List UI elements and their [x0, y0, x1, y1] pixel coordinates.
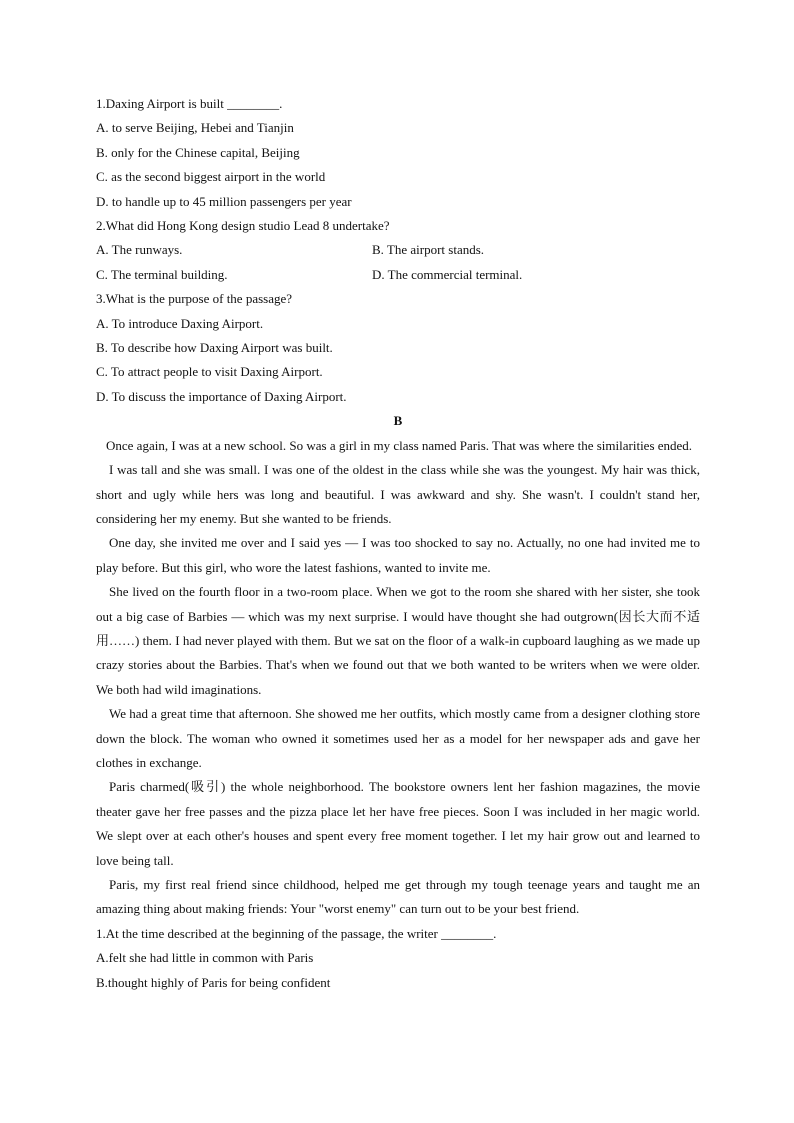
question-b1-option-b: B.thought highly of Paris for being confident [96, 974, 331, 990]
passage-paragraph: Paris, my first real friend since childhood, helped me get through my tough teenage years and taught me an amazing thing about making friends: Your "worst enemy" can turn out to be your best friend. [96, 877, 700, 917]
question-3-stem: 3.What is the purpose of the passage? [96, 291, 293, 307]
question-2-stem: 2.What did Hong Kong design studio Lead 8 undertake? [96, 218, 390, 234]
question-2-options-row-2 [96, 263, 700, 287]
question-1-option-a: A. to serve Beijing, Hebei and Tianjin [96, 120, 294, 136]
question-2-option-c: C. The terminal building. [96, 266, 228, 282]
question-3-option-b: B. To describe how Daxing Airport was built. [96, 340, 333, 356]
question-1-stem: 1.Daxing Airport is built ________. [96, 96, 283, 111]
section-b-heading: B [393, 413, 403, 429]
passage-paragraph: She lived on the fourth floor in a two-room place. When we got to the room she shared with her sister, she took out a big case of Barbies — which was my next surprise. I would have thought she had outgrown(因长大而不适用……) them. I had never played with them. But we sat on the floor of a walk-in cupboard laughing as we made up crazy stories about the Barbies. That's when we found out that we both wanted to be writers when we were older. We both had wild imaginations. [96, 584, 700, 697]
question-2-option-d: D. The commercial terminal. [372, 266, 523, 282]
passage-paragraph: We had a great time that afternoon. She showed me her outfits, which mostly came from a designer clothing store down the block. The woman who owned it sometimes used her as a model for her newspaper ads and gave her clothes in exchange. [96, 706, 700, 770]
passage-paragraph: One day, she invited me over and I said yes — I was too shocked to say no. Actually, no one had invited me to play before. But this girl, who wore the latest fashions, wanted to invite me. [96, 535, 700, 575]
question-3-option-a: A. To introduce Daxing Airport. [96, 315, 264, 331]
passage-paragraph: Once again, I was at a new school. So was a girl in my class named Paris. That was where the similarities ended. [106, 437, 693, 453]
question-1-option-d: D. to handle up to 45 million passengers per year [96, 193, 352, 209]
question-2-option-b: B. The airport stands. [372, 242, 485, 258]
passage-paragraph: I was tall and she was small. I was one of the oldest in the class while she was the youngest. My hair was thick, short and ugly while hers was long and beautiful. I was awkward and shy. She wasn't. I couldn't stand her, considering her my enemy. But she wanted to be friends. [96, 462, 700, 526]
question-2-options-row-1 [96, 238, 700, 262]
question-1-option-c: C. as the second biggest airport in the world [96, 169, 326, 185]
question-b1-option-a: A.felt she had little in common with Paris [96, 950, 314, 966]
document-page [96, 92, 700, 995]
passage-paragraph: Paris charmed(吸引) the whole neighborhood. The bookstore owners lent her fashion magazines, the movie theater gave her free passes and the pizza place let her have free pieces. Soon I was included in her magic world. We slept over at each other's houses and spent every free moment together. I let my hair grow out and learned to love being tall. [96, 779, 700, 868]
question-2-option-a: A. The runways. [96, 242, 183, 258]
question-3-option-d: D. To discuss the importance of Daxing Airport. [96, 388, 347, 404]
question-b1-stem: 1.At the time described at the beginning of the passage, the writer ________. [96, 925, 497, 941]
question-3-option-c: C. To attract people to visit Daxing Airport. [96, 364, 323, 380]
question-1-option-b: B. only for the Chinese capital, Beijing [96, 144, 300, 160]
